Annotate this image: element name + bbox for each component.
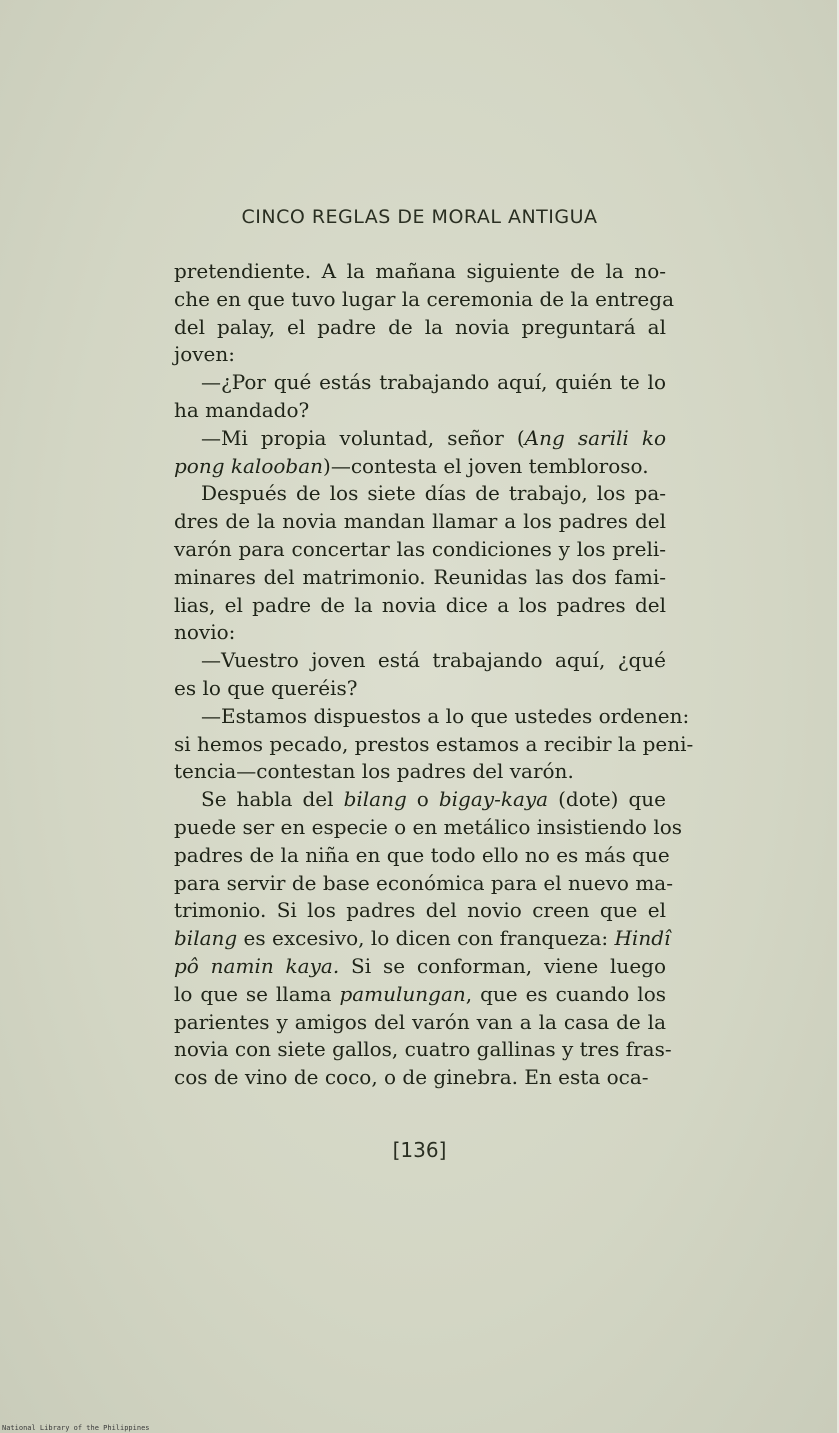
- text-segment: joven:: [174, 342, 235, 367]
- text-line: [174, 508, 666, 536]
- text-line: [174, 480, 666, 508]
- text-line: [174, 1064, 666, 1092]
- text-segment: padres de la niña en que todo ello no es más que: [174, 842, 670, 867]
- text-line: [174, 953, 666, 981]
- text-segment: lo que se llama: [174, 981, 340, 1006]
- text-segment: tencia—contestan los padres del varón.: [174, 759, 574, 784]
- text-line: [174, 425, 666, 453]
- text-segment: Si se conforman, viene luego: [339, 953, 666, 978]
- text-line: [174, 397, 666, 425]
- page-number: [136]: [392, 1138, 447, 1162]
- text-segment: puede ser en especie o en metálico insistiendo los: [174, 814, 683, 839]
- text-line: [174, 870, 673, 898]
- text-segment: pretendiente. A la mañana siguiente de la no-: [174, 259, 666, 283]
- text-segment: varón para concertar las condiciones y los preli-: [174, 536, 666, 561]
- text-line: [174, 536, 666, 564]
- text-line: [174, 564, 666, 592]
- body-text: [174, 258, 694, 1092]
- text-line: [174, 925, 671, 953]
- italic-term: bilang: [343, 787, 407, 812]
- italic-term: Hindî: [614, 926, 671, 951]
- text-segment: —¿Por qué estás trabajando aquí, quién te lo: [201, 370, 666, 395]
- text-line: [174, 842, 670, 870]
- text-line: [174, 758, 666, 786]
- text-segment: para servir de base económica para el nuevo ma-: [174, 870, 673, 895]
- text-line: [174, 341, 666, 369]
- italic-term: pamulungan: [339, 981, 466, 1006]
- text-segment: cos de vino de coco, o de ginebra. En esta oca-: [174, 1065, 649, 1090]
- text-line: [174, 703, 690, 731]
- library-credit: National Library of the Philippines: [2, 1424, 150, 1432]
- text-segment: )—contesta el joven tembloroso.: [323, 453, 649, 478]
- italic-term: pong kalooban: [174, 453, 324, 478]
- text-line: [174, 1009, 666, 1037]
- text-segment: che en que tuvo lugar la ceremonia de la entrega: [174, 286, 674, 311]
- text-segment: es excesivo, lo dicen con franqueza:: [237, 926, 615, 951]
- text-line: [174, 1036, 672, 1064]
- italic-term: bigay-kaya: [438, 787, 549, 812]
- text-line: [174, 619, 666, 647]
- text-segment: ha mandado?: [174, 397, 310, 422]
- text-segment: novia con siete gallos, cuatro gallinas y tres fras-: [174, 1037, 672, 1062]
- text-line: [174, 286, 674, 314]
- text-segment: minares del matrimonio. Reunidas las dos fami-: [174, 564, 666, 589]
- text-line: [174, 453, 666, 481]
- text-segment: —Estamos dispuestos a lo que ustedes ordenen:: [201, 703, 690, 728]
- text-segment: lias, el padre de la novia dice a los padres del: [174, 592, 666, 617]
- text-line: [174, 592, 666, 620]
- text-segment: es lo que queréis?: [174, 675, 358, 700]
- text-segment: , que es cuando los: [465, 981, 666, 1006]
- text-segment: si hemos pecado, prestos estamos a recibir la peni-: [174, 731, 694, 756]
- text-line: [174, 314, 666, 342]
- text-segment: Se habla del: [201, 787, 344, 812]
- italic-term: pô namin kaya.: [174, 953, 340, 978]
- text-line: [174, 786, 666, 814]
- text-segment: —Vuestro joven está trabajando aquí, ¿qué: [201, 648, 666, 673]
- text-segment: —Mi propia voluntad, señor (: [201, 425, 525, 450]
- text-line: [174, 731, 694, 759]
- text-segment: del palay, el padre de la novia preguntará al: [174, 314, 666, 339]
- running-head: CINCO REGLAS DE MORAL ANTIGUA: [241, 206, 598, 228]
- italic-term: bilang: [174, 926, 238, 951]
- text-line: [174, 258, 666, 286]
- text-line: [174, 897, 666, 925]
- text-line: [174, 981, 666, 1009]
- text-segment: o: [406, 787, 439, 812]
- text-line: [174, 369, 666, 397]
- italic-term: Ang sarili ko: [524, 425, 666, 450]
- text-segment: parientes y amigos del varón van a la casa de la: [174, 1009, 666, 1034]
- text-line: [174, 647, 666, 675]
- text-segment: trimonio. Si los padres del novio creen que el: [174, 898, 666, 923]
- text-segment: dres de la novia mandan llamar a los padres del: [174, 509, 666, 534]
- text-line: [174, 675, 666, 703]
- text-line: [174, 814, 683, 842]
- text-segment: Después de los siete días de trabajo, los pa-: [201, 481, 666, 506]
- text-segment: (dote) que: [548, 787, 666, 812]
- text-segment: novio:: [174, 620, 236, 645]
